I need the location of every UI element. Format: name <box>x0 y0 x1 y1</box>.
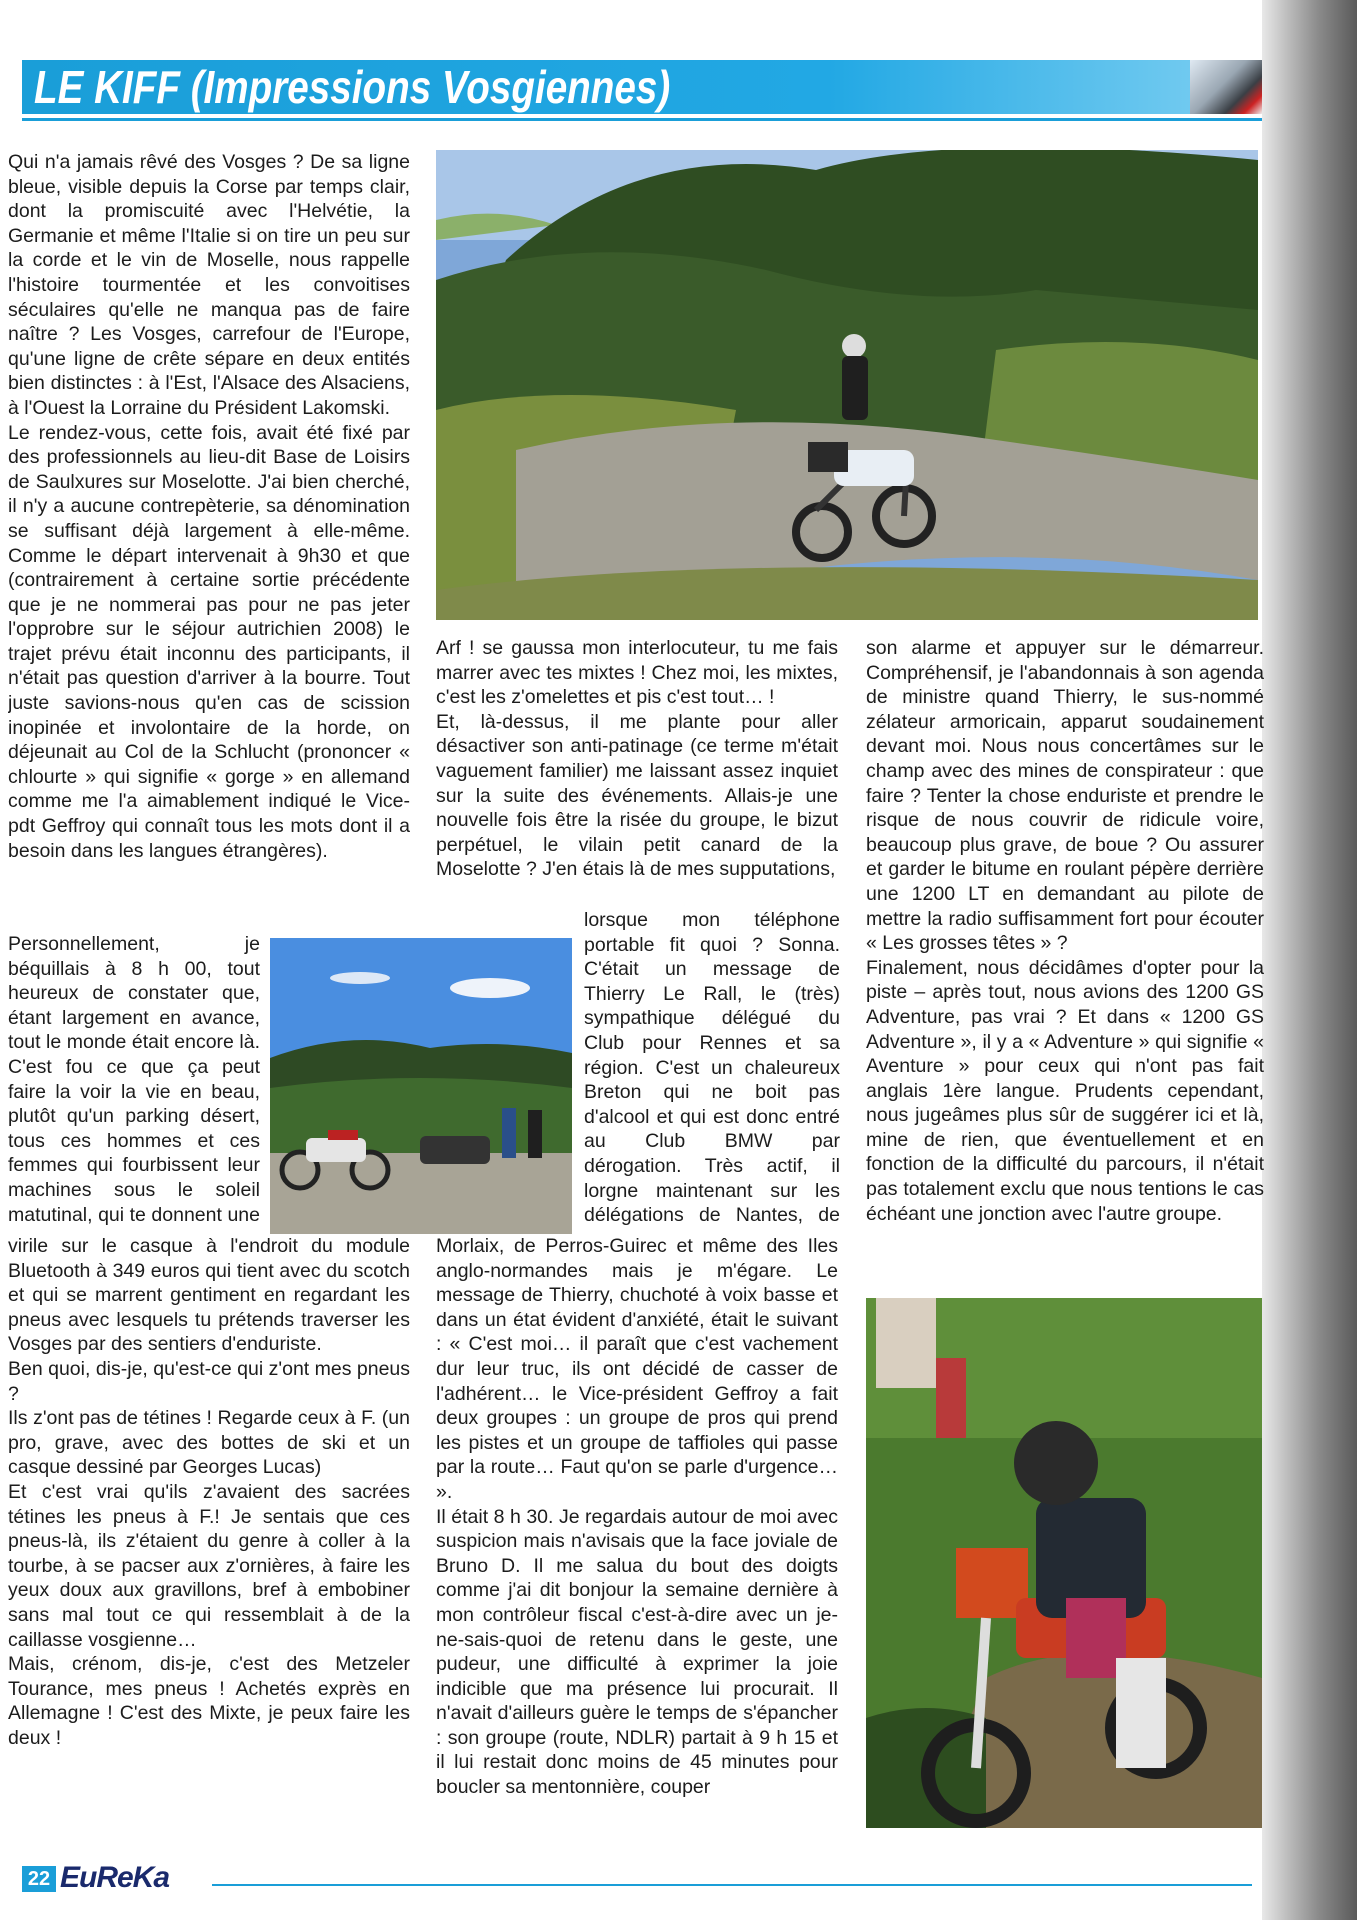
paragraph: Et c'est vrai qu'ils z'avaient des sacrées tétines les pneus à F.! Je sentais que ces pneus-là, ils z'étaient du genre à coller à la tourbe, à se pacser aux z'ornières, à faire les yeux doux aux gravillons, bref à embobiner sans mal tout ce qui ressemblait à de la caillasse vosgienne… <box>8 1480 410 1651</box>
column-2-wrap <box>584 908 840 1230</box>
paragraph: Ils z'ont pas de tétines ! Regarde ceux à F. (un pro, grave, avec des bottes de ski et un casque dessiné par Georges Lucas) <box>8 1407 410 1479</box>
column-2-top <box>436 636 838 926</box>
column-2-bottom <box>436 1234 838 1842</box>
photo-rider-gravel-road <box>436 150 1258 620</box>
paragraph: Personnellement, je béquillais à 8 h 00, tout heureux de constater que, étant largement en avance, tout le monde était encore là. C'est fou ce que ça peut faire la voir la vie en beau, plutôt qu'un parking désert, tous ces hommes et ces femmes qui fourbissent leur machines sous le soleil matutinal, qui te donnent une <box>8 933 260 1226</box>
paragraph: Mais, crénom, dis-je, c'est des Metzeler Tourance, mes pneus ! Achetés exprès en Allemagne ! C'est des Mixte, je peux faire les deux ! <box>8 1653 410 1749</box>
paragraph: Et, là-dessus, il me plante pour aller désactiver son anti-patinage (ce terme m'était vaguement familier) me laissant assez inquiet sur la suite des événements. Allais-je une nouvelle fois être la risée du groupe, le bizut perpétuel, le vilain petit canard de la Moselotte ? J'en étais là de mes supputations, <box>436 710 838 881</box>
paragraph: son alarme et appuyer sur le démarreur. Compréhensif, je l'abandonnais à son agenda de ministre quand Thierry, le sus-nommé zélateur armoricain, apparut soudainement devant moi. Nous nous concertâmes sur le champ avec des mines de conspirateur : que faire ? Tenter la chose enduriste et prendre le risque de nous couvrir de ridicule voire, beaucoup plus grave, de boue ? Ou assurer et garder le bitume en roulant pépère derrière une 1200 LT en demandant au pilote de mettre la radio suffisamment fort pour écouter « Les grosses têtes » ? <box>866 637 1264 955</box>
header-band <box>22 60 1262 114</box>
paragraph: Il était 8 h 30. Je regardais autour de moi avec suspicion mais n'avisais que la face joviale de Bruno D. Il me salua du bout des doigts comme j'ai dit bonjour la semaine dernière à mon contrôleur fiscal c'est-à-dire avec un je-ne-sais-quoi de retenu dans le geste, une pudeur, une difficulté à exprimer la joie indicible que ma présence lui procurait. Il n'avait d'ailleurs guère le temps de s'épancher : son groupe (route, NDLR) partait à 9 h 15 et il lui restait donc moins de 45 minutes pour boucler sa mentonnière, couper <box>436 1505 838 1799</box>
paragraph: Finalement, nous décidâmes d'opter pour la piste – après tout, nous avions des 1200 GS Adventure, pas vrai ? Et dans « 1200 GS Adventure », il y a « Adventure » qui signifie « Aventure » pour ceux qui n'ont pas fait anglais 1ère langue. Prudents cependant, nous jugeâmes plus sûr de suggérer ici et là, mine de rien, que éventuellement et en fonction de la difficulté du parcours, il n'était pas totalement exclu que nous tentions le cas échéant une jonction avec l'autre groupe. <box>866 956 1264 1225</box>
column-1-wrap <box>8 932 260 1228</box>
magazine-logo: EuReKa <box>60 1861 170 1894</box>
page-edge-shadow <box>1262 0 1357 1920</box>
paragraph: Arf ! se gaussa mon interlocuteur, tu me fais marrer avec tes mixtes ! Chez moi, les mixtes, c'est les z'omelettes et pis c'est tout… ! <box>436 637 838 709</box>
column-1-top <box>8 150 410 928</box>
column-1-bottom <box>8 1234 410 1812</box>
header-thumbnail-image <box>1190 60 1262 114</box>
paragraph: Ben quoi, dis-je, qu'est-ce qui z'ont mes pneus ? <box>8 1357 410 1405</box>
paragraph: Morlaix, de Perros-Guirec et même des Iles anglo-normandes mais je m'égare. Le message de Thierry, chuchoté à voix basse et dans un état évident d'anxiété, était le suivant : « C'est moi… il paraît que c'est vachement dur leur truc, ils ont décidé de casser de l'adhérent… le Vice-président Geffroy a fait deux groupes : un groupe de pros qui prend les pistes et un groupe de taffioles qui passe par la route… Faut qu'on se parle d'urgence… ». <box>436 1235 838 1503</box>
page-number: 22 <box>22 1866 56 1892</box>
paragraph: lorsque mon téléphone portable fit quoi ? Sonna. C'était un message de Thierry Le Rall, le (très) sympathique délégué du Club pour Rennes et sa région. C'est un chaleureux Breton qui ne boit pas d'alcool et qui est donc entré au Club BMW par dérogation. Très actif, il lorgne maintenant sur les délégations de Nantes, de <box>584 909 840 1227</box>
photo-trial-motorcycle <box>866 1298 1262 1828</box>
paragraph: Qui n'a jamais rêvé des Vosges ? De sa ligne bleue, visible depuis la Corse par temps clair, dont la promiscuité avec l'Helvétie, la Germanie et même l'Italie si on tire un peu sur la corde et le vin de Moselle, nous rappelle l'histoire tourmentée et les convoitises séculaires qu'elle ne manqua pas de faire naître ? Les Vosges, carrefour de l'Europe, qu'une ligne de crête sépare en deux entités bien distinctes : à l'Est, l'Alsace des Alsaciens, à l'Ouest la Lorraine du Président Lakomski. <box>8 151 410 419</box>
header-underline <box>22 118 1262 121</box>
footer-rule <box>212 1884 1252 1886</box>
column-3-text <box>866 636 1264 1262</box>
paragraph: virile sur le casque à l'endroit du module Bluetooth à 349 euros qui tient avec du scotch et qui se marrent gentiment en regardant les pneus avec lesquels tu prétends traverser les Vosges par des sentiers d'enduriste. <box>8 1235 410 1356</box>
photo-parked-motorcycles <box>270 938 572 1234</box>
paragraph: Le rendez-vous, cette fois, avait été fixé par des professionnels au lieu-dit Base de Loisirs de Saulxures sur Moselotte. J'ai bien cherché, il n'y a aucune contrepèterie, sa dénomination se suffisant déjà largement à elle-même. Comme le départ intervenait à 9h30 et que (contrairement à certaine sortie précédente que je ne nommerai pas pour ne pas jeter l'opprobre sur le séjour autrichien 2008) le trajet prévu était inconnu des participants, il n'était pas question d'arriver à la bourre. Tout juste savions-nous qu'en cas de scission inopinée et involontaire de la horde, on déjeunait au Col de la Schlucht (prononcer « chlourte » qui signifie « gorge » en allemand comme me l'a aimablement indiqué le Vice-pdt Geffroy qui connaît tous les mots dont il a besoin dans les langues étrangères). <box>8 421 410 862</box>
article-title: LE KIFF (Impressions Vosgiennes) <box>34 61 671 113</box>
